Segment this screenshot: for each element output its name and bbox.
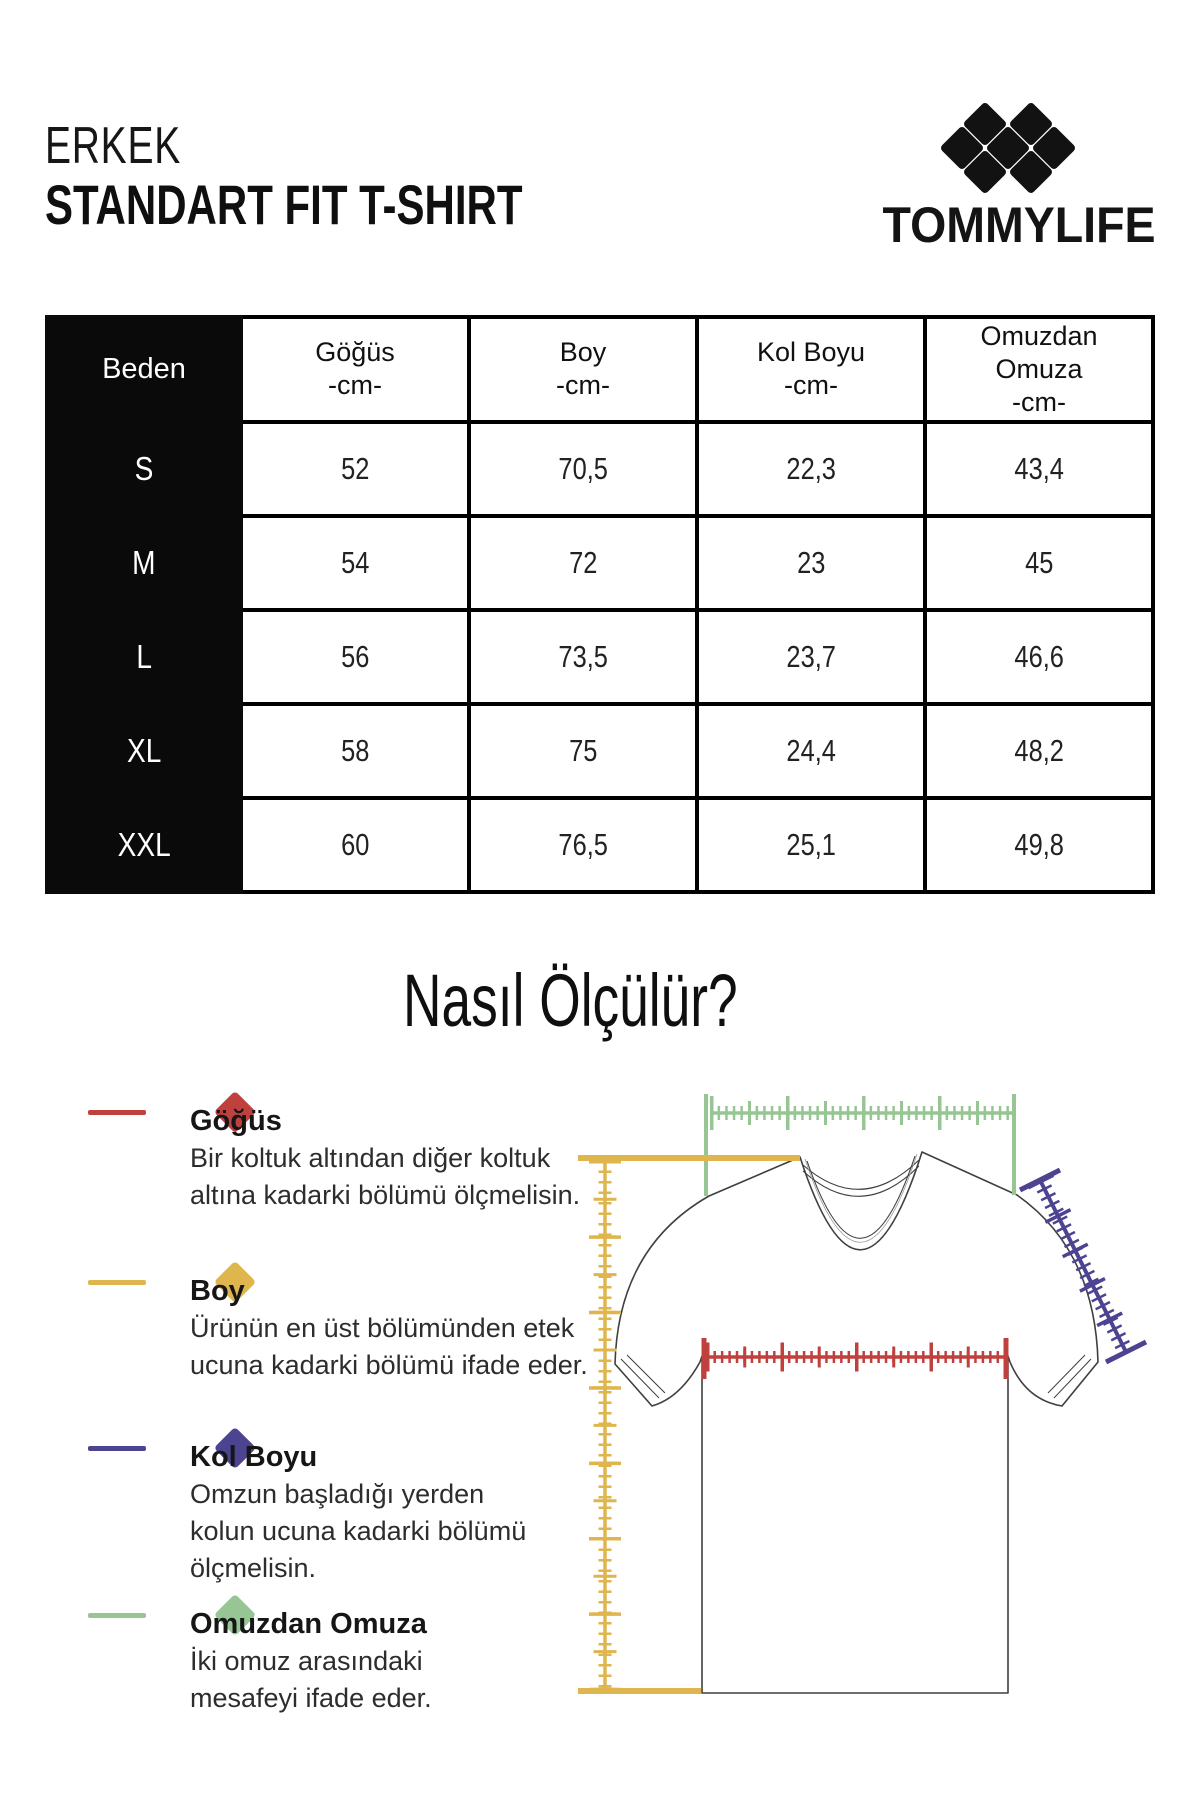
category-title: ERKEK (45, 117, 181, 175)
tshirt-measurement-diagram (540, 1060, 1186, 1740)
shoulder-value: 46,6 (1014, 638, 1064, 674)
column-header-gogus: Göğüs -cm- (241, 317, 469, 422)
length-marker-line (88, 1280, 146, 1285)
sleeve-value: 23 (796, 544, 826, 580)
shoulder-value: 49,8 (1014, 826, 1064, 862)
sleeve-value: 23,7 (786, 638, 836, 674)
table-row-xl (47, 704, 1153, 798)
shoulder-value: 43,4 (1014, 450, 1064, 486)
tshirt-outline (615, 1152, 1098, 1693)
size-label: XL (126, 731, 162, 769)
column-header-kol-boyu: Kol Boyu -cm- (697, 317, 925, 422)
size-label: XXL (117, 825, 171, 863)
chest-value: 54 (340, 544, 370, 580)
page-title: STANDART FIT T-SHIRT (45, 173, 523, 236)
section-title: Nasıl Ölçülür? (402, 959, 738, 1042)
chest-value: 56 (340, 638, 370, 674)
size-label: M (132, 543, 156, 581)
table-row-xxl (47, 798, 1153, 892)
size-label: S (134, 449, 154, 487)
legend-description: Ürünün en üst bölümünden etek ucuna kadarki bölümü ifade eder. (190, 1313, 588, 1380)
legend-description: İki omuz arasındaki mesafeyi ifade eder. (190, 1646, 432, 1713)
sleeve-marker-line (88, 1446, 146, 1451)
table-row-l (47, 610, 1153, 704)
sleeve-value: 25,1 (786, 826, 836, 862)
chest-value: 60 (340, 826, 370, 862)
legend-name: Kol Boyu (190, 1441, 318, 1473)
legend-name: Boy (190, 1275, 245, 1307)
size-label: L (136, 637, 152, 675)
size-table (45, 315, 1155, 894)
brand-name: TOMMYLIFE (883, 197, 1156, 253)
chest-value: 52 (340, 450, 370, 486)
column-header-omuzdan-omuza: Omuzdan Omuza -cm- (925, 317, 1153, 422)
table-row-s (47, 422, 1153, 516)
legend-name: Göğüs (190, 1105, 282, 1137)
corner-header-beden: Beden (47, 317, 241, 422)
legend-description: Bir koltuk altından diğer koltuk altına kadarki bölümü ölçmelisin. (190, 1143, 581, 1210)
shoulder-marker-line (88, 1613, 146, 1618)
length-value: 72 (568, 544, 598, 580)
sleeve-value: 24,4 (786, 732, 836, 768)
length-value: 73,5 (558, 638, 608, 674)
chest-value: 58 (340, 732, 370, 768)
legend-description: Omzun başladığı yerden kolun ucuna kadarki bölümü ölçmelisin. (190, 1479, 527, 1583)
shoulder-value: 48,2 (1014, 732, 1064, 768)
legend-name: Omuzdan Omuza (190, 1608, 427, 1640)
sleeve-value: 22,3 (786, 450, 836, 486)
column-header-boy: Boy -cm- (469, 317, 697, 422)
shoulder-value: 45 (1024, 544, 1054, 580)
table-row-m (47, 516, 1153, 610)
length-value: 75 (568, 732, 598, 768)
length-value: 70,5 (558, 450, 608, 486)
length-value: 76,5 (558, 826, 608, 862)
table-header-row (47, 317, 1153, 422)
chest-marker-line (88, 1110, 146, 1115)
